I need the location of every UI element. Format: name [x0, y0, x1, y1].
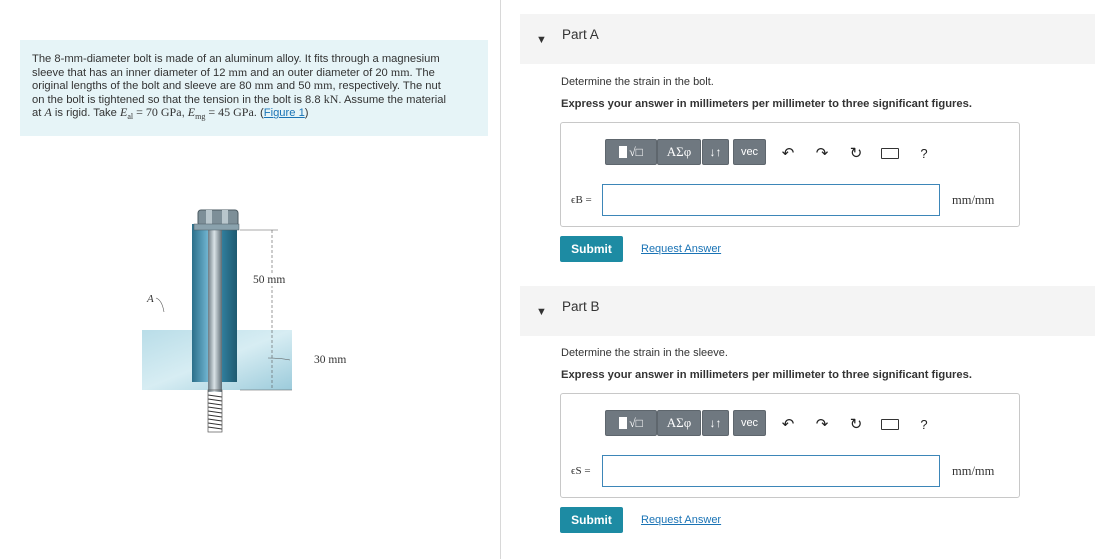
part-a-submit-button[interactable]: Submit [560, 236, 623, 262]
part-a-title: Part A [562, 27, 599, 42]
nut [198, 210, 238, 226]
bolt-threads [208, 395, 222, 429]
figure-link[interactable]: Figure 1 [263, 107, 305, 120]
vector-button[interactable]: vec [733, 139, 766, 165]
collapse-triangle-icon[interactable]: ▼ [536, 306, 547, 318]
label-a: A [147, 293, 154, 305]
subscript-button[interactable]: ↓↑ [702, 139, 729, 165]
template-icon: √□ [619, 416, 643, 431]
part-a-question: Determine the strain in the bolt. [561, 76, 714, 88]
reset-icon[interactable]: ↻ [849, 145, 863, 162]
panel-divider [500, 0, 501, 559]
part-b-header[interactable] [520, 286, 1095, 336]
reset-icon[interactable]: ↻ [849, 416, 863, 433]
keyboard-icon[interactable] [880, 143, 900, 163]
redo-icon[interactable]: ↷ [815, 145, 829, 162]
figure-drawing [130, 200, 370, 445]
templates-button[interactable] [605, 139, 657, 165]
part-b-answer-box [560, 393, 1020, 498]
part-a-instruction: Express your answer in millimeters per millimeter to three significant figures. [561, 98, 972, 110]
redo-icon[interactable]: ↷ [815, 416, 829, 433]
epsilon-b-label: ϵB = [571, 194, 592, 206]
bolt-shank [208, 222, 222, 392]
greek-symbols-button[interactable]: ΑΣφ [657, 410, 701, 436]
dim-50mm: 50 mm [253, 274, 286, 286]
problem-statement: The 8-mm-diameter bolt is made of an aluminum alloy. It fits through a magnesium sleeve that has an inner diameter of 12 mm and an outer diameter of 20 mm. The original lengths of the bolt and sleeve are 80 mm and 50 mm, respectively. The nut on the bolt is tightened so that the tension in the bolt is 8.8 kN. Assume the material at A is rigid. Take $E_{al} = 70$ GPa, $E_{mg} = 45$ GPa. (Figure 1) [20, 40, 488, 136]
template-icon: √□ [619, 145, 643, 160]
bolt-sleeve-figure [130, 200, 370, 445]
templates-button[interactable] [605, 410, 657, 436]
vector-button[interactable]: vec [733, 410, 766, 436]
part-b-request-answer-link[interactable]: Request Answer [641, 514, 722, 526]
collapse-triangle-icon[interactable]: ▼ [536, 34, 547, 46]
epsilon-b-input[interactable] [602, 184, 940, 216]
part-a-unit: mm/mm [952, 193, 995, 207]
subscript-button[interactable]: ↓↑ [702, 410, 729, 436]
part-a-answer-box [560, 122, 1020, 227]
part-b-instruction: Express your answer in millimeters per millimeter to three significant figures. [561, 369, 972, 381]
epsilon-s-label: ϵS = [571, 465, 591, 477]
dim-30mm: 30 mm [314, 354, 347, 366]
keyboard-icon[interactable] [880, 414, 900, 434]
undo-icon[interactable]: ↶ [781, 416, 795, 433]
part-b-unit: mm/mm [952, 464, 995, 478]
help-icon[interactable]: ? [920, 145, 928, 161]
greek-symbols-button[interactable]: ΑΣφ [657, 139, 701, 165]
epsilon-s-input[interactable] [602, 455, 940, 487]
part-b-submit-button[interactable]: Submit [560, 507, 623, 533]
problem-panel [0, 0, 500, 559]
part-a-request-answer-link[interactable]: Request Answer [641, 243, 722, 255]
part-b-question: Determine the strain in the sleeve. [561, 347, 728, 359]
undo-icon[interactable]: ↶ [781, 145, 795, 162]
help-icon[interactable]: ? [920, 416, 928, 432]
part-b-title: Part B [562, 299, 600, 314]
part-a-header[interactable] [520, 14, 1095, 64]
